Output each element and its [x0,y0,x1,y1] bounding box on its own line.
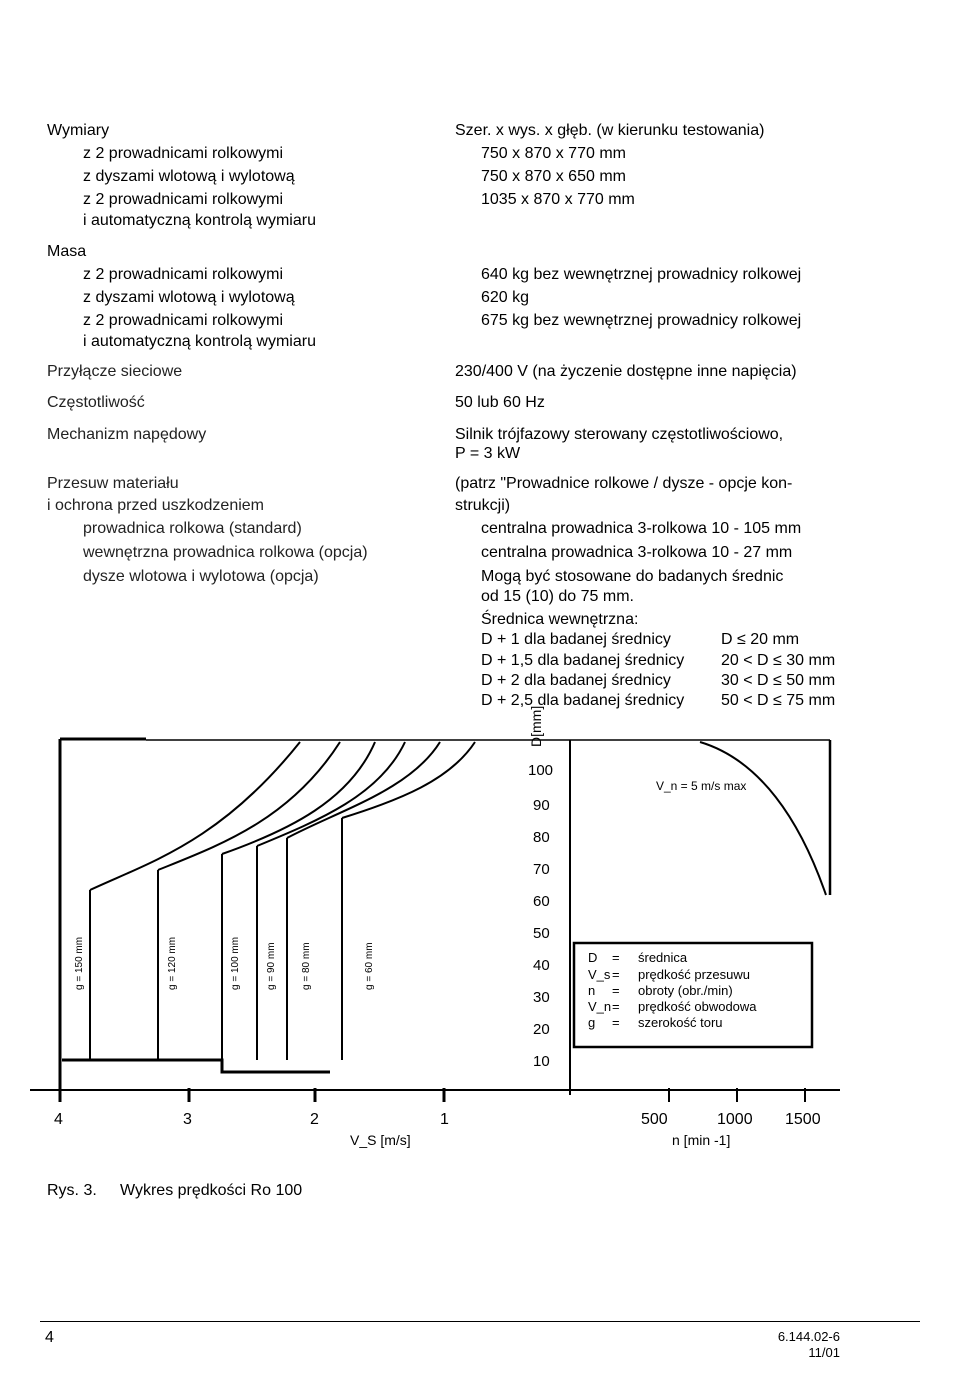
spec-value: 750 x 870 x 770 mm [481,145,626,162]
gauge-label: g = 80 mm [301,942,312,990]
gauge-label: g = 120 mm [167,936,178,990]
spec-label: Przyłącze sieciowe [47,363,183,380]
y-tick: 70 [533,861,550,878]
legend-sym: D [588,950,598,965]
x-right-tick: 1000 [717,1111,753,1128]
page-number: 4 [45,1329,54,1346]
legend-sym: g [588,1015,596,1030]
inner-formula: D + 1,5 dla badanej średnicy [481,652,685,669]
gauge-label: g = 100 mm [230,936,241,990]
spec-value: 640 kg bez wewnętrznej prowadnicy rolkowej [481,266,802,283]
spec-value: centralna prowadnica 3-rolkowa 10 - 105 mm [481,520,802,537]
legend-eq: = [612,1015,620,1030]
legend-desc: prędkość obwodowa [638,999,757,1014]
legend-desc: średnica [638,950,688,965]
spec-value: Średnica wewnętrzna: [481,611,639,628]
inner-formula: D + 2 dla badanej średnicy [481,672,671,689]
x-left-tick: 3 [183,1111,192,1128]
spec-value: 620 kg [481,289,530,306]
spec-label: z 2 prowadnicami rolkowymi [83,145,284,162]
legend-sym: V_s [588,967,611,982]
spec-value: 1035 x 870 x 770 mm [481,191,635,208]
spec-label: z 2 prowadnicami rolkowymi [83,191,284,208]
inner-range: 20 < D ≤ 30 mm [721,652,836,669]
legend-eq: = [612,950,620,965]
legend-sym: V_n [588,999,612,1014]
speed-chart [0,720,960,1160]
y-tick: 20 [533,1021,550,1038]
inner-range: 30 < D ≤ 50 mm [721,672,836,689]
max-speed-annotation: V_n = 5 m/s max [656,779,747,793]
spec-value: centralna prowadnica 3-rolkowa 10 - 27 mm [481,544,793,561]
spec-label: z dyszami wlotową i wylotową [83,168,295,185]
spec-value: Silnik trójfazowy sterowany częstotliwościowo, [455,426,784,443]
inner-formula: D + 1 dla badanej średnicy [481,631,671,648]
spec-value: 230/400 V (na życzenie dostępne inne napięcia) [455,363,797,380]
spec-label: z 2 prowadnicami rolkowymi [83,312,284,329]
rotation-curve [700,742,826,895]
min-speed-line [62,1060,330,1072]
spec-value: 50 lub 60 Hz [455,394,545,411]
spec-label: Częstotliwość [47,394,145,411]
y-tick: 30 [533,989,550,1006]
speed-curve [342,742,475,818]
spec-value: 675 kg bez wewnętrznej prowadnicy rolkowej [481,312,802,329]
y-axis-label: D[mm] [528,705,544,747]
spec-value: 750 x 870 x 650 mm [481,168,626,185]
legend-desc: obroty (obr./min) [638,983,733,998]
y-tick: 50 [533,925,550,942]
speed-curve [158,742,340,870]
x-left-label: V_S [m/s] [350,1132,411,1148]
y-tick: 10 [533,1053,550,1070]
spec-value: Szer. x wys. x głęb. (w kierunku testowania) [455,122,765,139]
x-left-tick: 1 [440,1111,449,1128]
x-left-tick: 2 [310,1111,319,1128]
spec-value: (patrz "Prowadnice rolkowe / dysze - opcje kon- [455,475,793,492]
spec-label: wewnętrzna prowadnica rolkowa (opcja) [83,544,368,561]
x-right-tick: 500 [641,1111,668,1128]
footer-rule [40,1321,920,1322]
doc-date: 11/01 [808,1345,840,1360]
gauge-label: g = 150 mm [74,936,85,990]
speed-curve [222,742,375,854]
spec-label: Mechanizm napędowy [47,426,207,443]
y-tick: 40 [533,957,550,974]
spec-label: i automatyczną kontrolą wymiaru [83,333,316,350]
spec-label: dysze wlotowa i wylotowa (opcja) [83,568,319,585]
legend-sym: n [588,983,596,998]
y-tick: 90 [533,797,550,814]
inner-formula: D + 2,5 dla badanej średnicy [481,692,685,709]
spec-label: Przesuw materiału [47,475,179,492]
legend-eq: = [612,999,620,1014]
legend-eq: = [612,983,620,998]
spec-label: Wymiary [47,122,110,139]
legend-eq: = [612,967,620,982]
x-right-tick: 1500 [785,1111,821,1128]
spec-label: prowadnica rolkowa (standard) [83,520,302,537]
x-right-label: n [min -1] [672,1132,731,1148]
spec-value: strukcji) [455,497,511,514]
spec-value: P = 3 kW [455,445,521,462]
figure-number: Rys. 3. [47,1182,97,1199]
spec-label: i automatyczną kontrolą wymiaru [83,212,316,229]
spec-label: z dyszami wlotową i wylotową [83,289,295,306]
x-left-tick: 4 [54,1111,63,1128]
legend-desc: prędkość przesuwu [638,967,750,982]
legend-desc: szerokość toru [638,1015,723,1030]
inner-range: D ≤ 20 mm [721,631,800,648]
gauge-label: g = 60 mm [364,942,375,990]
spec-label: z 2 prowadnicami rolkowymi [83,266,284,283]
spec-label: Masa [47,243,87,260]
y-tick: 60 [533,893,550,910]
doc-number: 6.144.02-6 [777,1329,840,1344]
spec-value: od 15 (10) do 75 mm. [481,588,634,605]
y-tick: 100 [528,762,554,779]
spec-label: i ochrona przed uszkodzeniem [47,497,265,514]
spec-value: Mogą być stosowane do badanych średnic [481,568,784,585]
figure-caption: Wykres prędkości Ro 100 [120,1182,303,1199]
inner-range: 50 < D ≤ 75 mm [721,692,836,709]
y-tick: 80 [533,829,550,846]
gauge-label: g = 90 mm [266,942,277,990]
